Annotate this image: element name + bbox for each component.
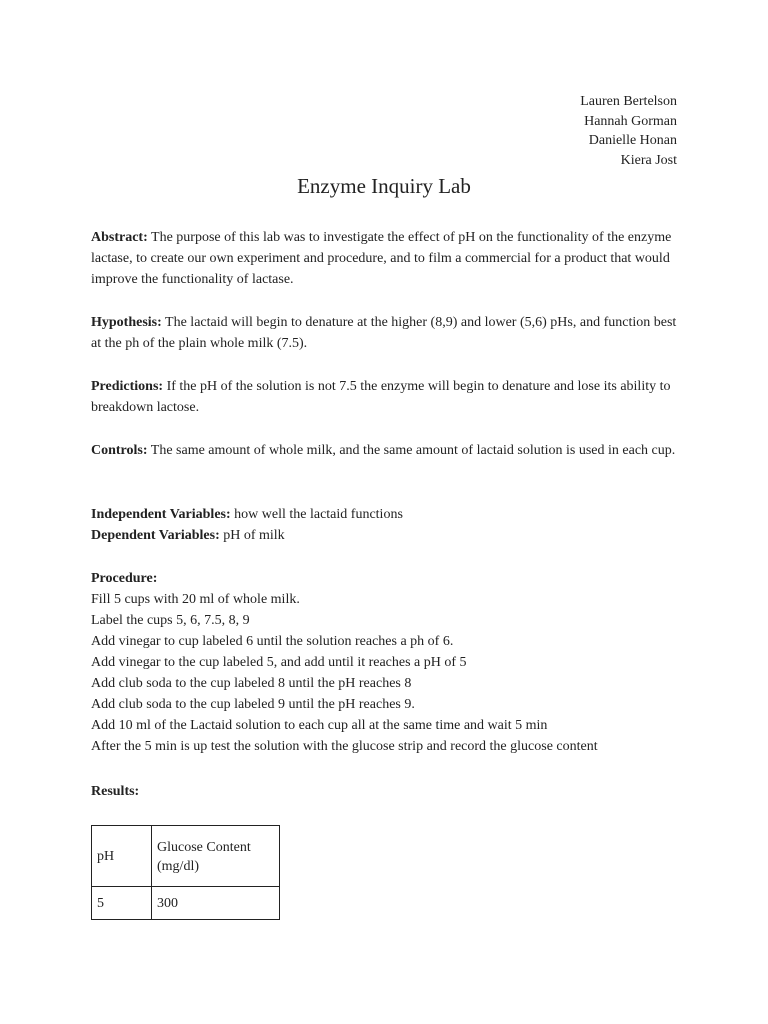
table-row [92, 887, 280, 920]
table-header-cell: Glucose Content (mg/dl) [152, 826, 280, 887]
author-name: Lauren Bertelson [580, 94, 677, 109]
independent-text: how well the lactaid functions [230, 507, 403, 522]
abstract-label: Abstract: [91, 230, 148, 245]
controls-label: Controls: [91, 443, 148, 458]
author-list [580, 92, 677, 170]
procedure-step: Label the cups 5, 6, 7.5, 8, 9 [91, 613, 250, 628]
procedure-step: Add vinegar to cup labeled 6 until the solution reaches a ph of 6. [91, 634, 454, 649]
procedure-label: Procedure: [91, 571, 158, 586]
author-name: Danielle Honan [588, 133, 677, 148]
procedure-step: Fill 5 cups with 20 ml of whole milk. [91, 592, 300, 607]
procedure-step: Add vinegar to the cup labeled 5, and add until it reaches a pH of 5 [91, 655, 467, 670]
table-header-row [92, 826, 280, 887]
predictions-label: Predictions: [91, 379, 164, 394]
table-cell: 5 [92, 887, 152, 920]
table-cell: 300 [152, 887, 280, 920]
procedure-step: After the 5 min is up test the solution with the glucose strip and record the glucose content [91, 739, 598, 754]
variables-section [91, 504, 681, 546]
procedure-step: Add club soda to the cup labeled 8 until the pH reaches 8 [91, 676, 412, 691]
procedure-step: Add club soda to the cup labeled 9 until the pH reaches 9. [91, 697, 415, 712]
independent-variable-line [91, 504, 681, 525]
author-name: Kiera Jost [620, 152, 677, 168]
results-label: Results: [91, 784, 140, 799]
document-title: Enzyme Inquiry Lab [297, 174, 471, 198]
controls-text: The same amount of whole milk, and the same amount of lactaid solution is used in each cup. [147, 443, 676, 458]
dependent-variable-line [91, 525, 681, 546]
procedure-step: Add 10 ml of the Lactaid solution to each cup all at the same time and wait 5 min [91, 718, 548, 733]
dependent-text: pH of milk [219, 528, 285, 543]
hypothesis-label: Hypothesis: [91, 315, 162, 330]
abstract-paragraph [91, 227, 681, 290]
predictions-paragraph [91, 376, 681, 418]
procedure-section [91, 568, 681, 757]
predictions-text: If the pH of the solution is not 7.5 the enzyme will begin to denature and lose its ability to breakdown lactose. [91, 379, 671, 415]
independent-label: Independent Variables: [91, 507, 231, 522]
controls-paragraph [91, 440, 681, 461]
hypothesis-text: The lactaid will begin to denature at the higher (8,9) and lower (5,6) pHs, and function best at the ph of the plain whole milk (7.5). [91, 315, 677, 351]
author-name: Hannah Gorman [584, 113, 677, 129]
dependent-label: Dependent Variables: [91, 528, 220, 543]
abstract-text: The purpose of this lab was to investigate the effect of pH on the functionality of the enzyme lactase, to create our own experiment and procedure, and to film a commercial for a product that would improve the functionality of lactase. [91, 230, 672, 287]
results-table [91, 825, 280, 920]
hypothesis-paragraph [91, 312, 681, 354]
table-header-cell: pH [92, 826, 152, 887]
